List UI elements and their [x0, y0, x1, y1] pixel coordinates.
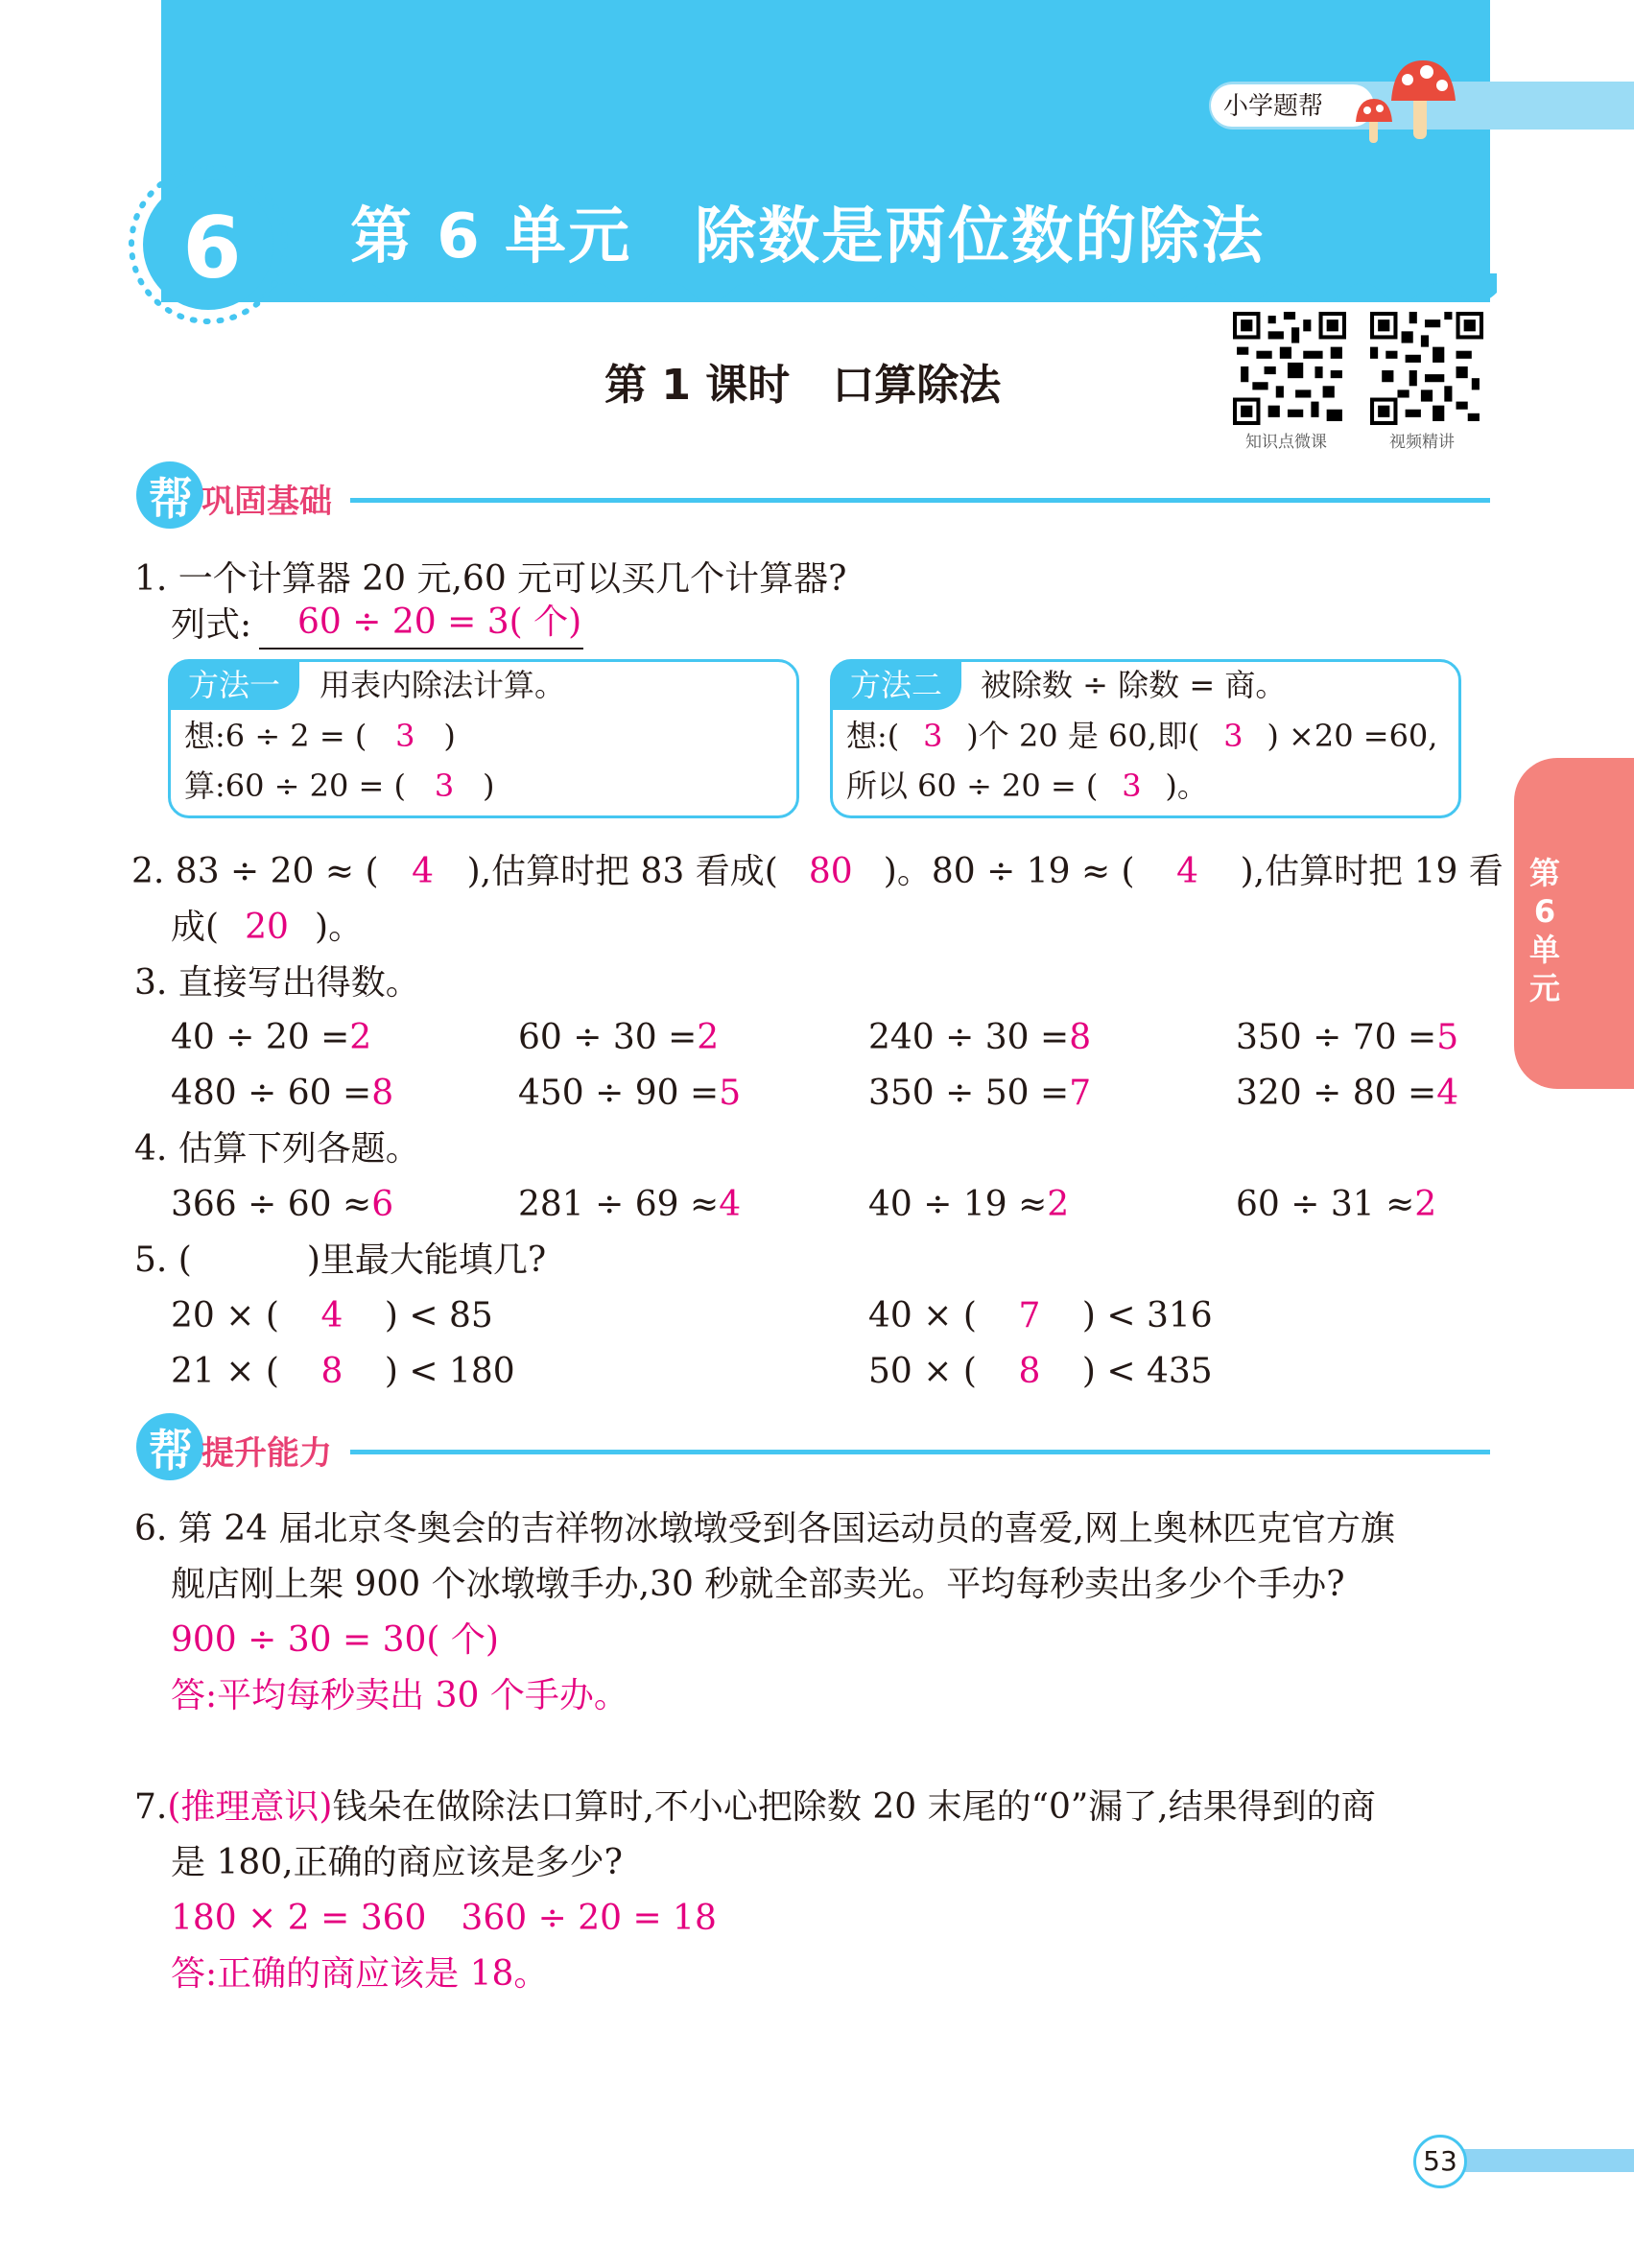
q3-item: 450 ÷ 90 =5: [518, 1074, 742, 1113]
q4-stem: 4. 估算下列各题。: [134, 1129, 420, 1169]
q4-item: 281 ÷ 69 ≈4: [518, 1185, 742, 1224]
unit-title: 第 6 单元 除数是两位数的除法: [350, 201, 1266, 272]
unit-number: 6: [182, 199, 242, 297]
q3-item: 480 ÷ 60 =8: [171, 1074, 394, 1113]
section-divider: [350, 498, 1490, 503]
method2-line1-answer2: 3: [1223, 718, 1243, 754]
section-title-basic: 巩固基础: [201, 483, 332, 521]
method1-tab: 方法一: [169, 660, 299, 710]
q4-item: 366 ÷ 60 ≈6: [171, 1185, 394, 1224]
section-divider: [350, 1450, 1490, 1454]
q7-calc: 180 × 2 = 360 360 ÷ 20 = 18: [171, 1899, 717, 1938]
method1-line2-answer: 3: [434, 768, 455, 804]
q1-stem: 1. 一个计算器 20 元,60 元可以买几个计算器?: [134, 559, 847, 599]
section-badge-glyph: 帮: [149, 1425, 193, 1477]
method1-line2: 算:60 ÷ 20 = ( 3 ): [184, 758, 495, 814]
q2-answer4: 20: [245, 908, 289, 947]
qr-code-icon[interactable]: [1233, 312, 1346, 425]
section-title-advanced: 提升能力: [201, 1434, 332, 1473]
q5-item: 21 × ( 8 ) < 180: [171, 1352, 515, 1391]
q5-item: 50 × ( 8 ) < 435: [868, 1352, 1213, 1391]
q4-item: 60 ÷ 31 ≈2: [1236, 1185, 1437, 1224]
q6-answer: 答:平均每秒卖出 30 个手办。: [171, 1676, 628, 1715]
brand-label: 小学题帮: [1223, 92, 1324, 121]
q2-line2: 成( 20 )。: [171, 900, 363, 956]
method1-desc: 用表内除法计算。: [320, 667, 566, 703]
q3-item: 60 ÷ 30 =2: [518, 1018, 720, 1057]
method2-desc: 被除数 ÷ 除数 = 商。: [981, 667, 1287, 703]
q7-tag: (推理意识): [167, 1787, 333, 1827]
method2-line2: 所以 60 ÷ 20 = ( 3 )。: [846, 758, 1208, 814]
qr-caption: 视频精讲: [1389, 433, 1455, 452]
q2-line1: 2. 83 ÷ 20 ≈ ( 4 ),估算时把 83 看成( 80 )。80 ÷ 19 ≈ ( 4 ),估算时把 19 看: [131, 844, 1504, 900]
q1-formula-prefix: 列式:: [171, 605, 252, 645]
method2-tab: 方法二: [831, 660, 961, 710]
unit-side-tab-label: 第6单元: [1528, 855, 1560, 1006]
lesson-title: 第 1 课时 口算除法: [604, 361, 1002, 410]
q3-item: 240 ÷ 30 =8: [868, 1018, 1092, 1057]
q5-item: 40 × ( 7 ) < 316: [868, 1296, 1213, 1335]
q3-item: 350 ÷ 70 =5: [1236, 1018, 1459, 1057]
q3-item: 320 ÷ 80 =4: [1236, 1074, 1459, 1113]
q6-line2: 舰店刚上架 900 个冰墩墩手办,30 秒就全部卖光。平均每秒卖出多少个手办?: [171, 1565, 1345, 1604]
header-wave: [144, 273, 1497, 312]
q3-stem: 3. 直接写出得数。: [134, 963, 420, 1003]
qr-caption: 知识点微课: [1245, 433, 1327, 452]
qr-code-icon[interactable]: [1370, 312, 1483, 425]
method2-line1: 想:( 3 )个 20 是 60,即( 3 ) ×20 =60,: [846, 708, 1437, 764]
method2-line1-answer1: 3: [923, 718, 943, 754]
q3-item: 350 ÷ 50 =7: [868, 1074, 1092, 1113]
section-badge-glyph: 帮: [149, 473, 193, 525]
q7-line1: 7.(推理意识)钱朵在做除法口算时,不小心把除数 20 末尾的“0”漏了,结果得到的商: [134, 1787, 1376, 1827]
mushroom-icon: [1348, 53, 1463, 149]
method1-line1-answer: 3: [395, 718, 415, 754]
q2-answer1: 4: [412, 852, 435, 891]
q4-item: 40 ÷ 19 ≈2: [868, 1185, 1070, 1224]
q6-line1: 6. 第 24 届北京冬奥会的吉祥物冰墩墩受到各国运动员的喜爱,网上奥林匹克官方旗: [134, 1509, 1395, 1548]
page-number: 53: [1413, 2135, 1467, 2188]
q2-answer3: 4: [1176, 852, 1199, 891]
q2-answer2: 80: [808, 852, 853, 891]
q3-item: 40 ÷ 20 =2: [171, 1018, 372, 1057]
q7-answer: 答:正确的商应该是 18。: [171, 1954, 549, 1994]
q6-calc: 900 ÷ 30 = 30( 个): [171, 1620, 499, 1660]
q1-formula-answer: 60 ÷ 20 = 3( 个): [259, 598, 583, 650]
q5-stem: 5. ( )里最大能填几?: [134, 1240, 547, 1280]
method1-line1: 想:6 ÷ 2 = ( 3 ): [184, 708, 456, 764]
q7-line2: 是 180,正确的商应该是多少?: [171, 1843, 623, 1882]
q5-item: 20 × ( 4 ) < 85: [171, 1296, 493, 1335]
method2-line2-answer: 3: [1122, 768, 1142, 804]
